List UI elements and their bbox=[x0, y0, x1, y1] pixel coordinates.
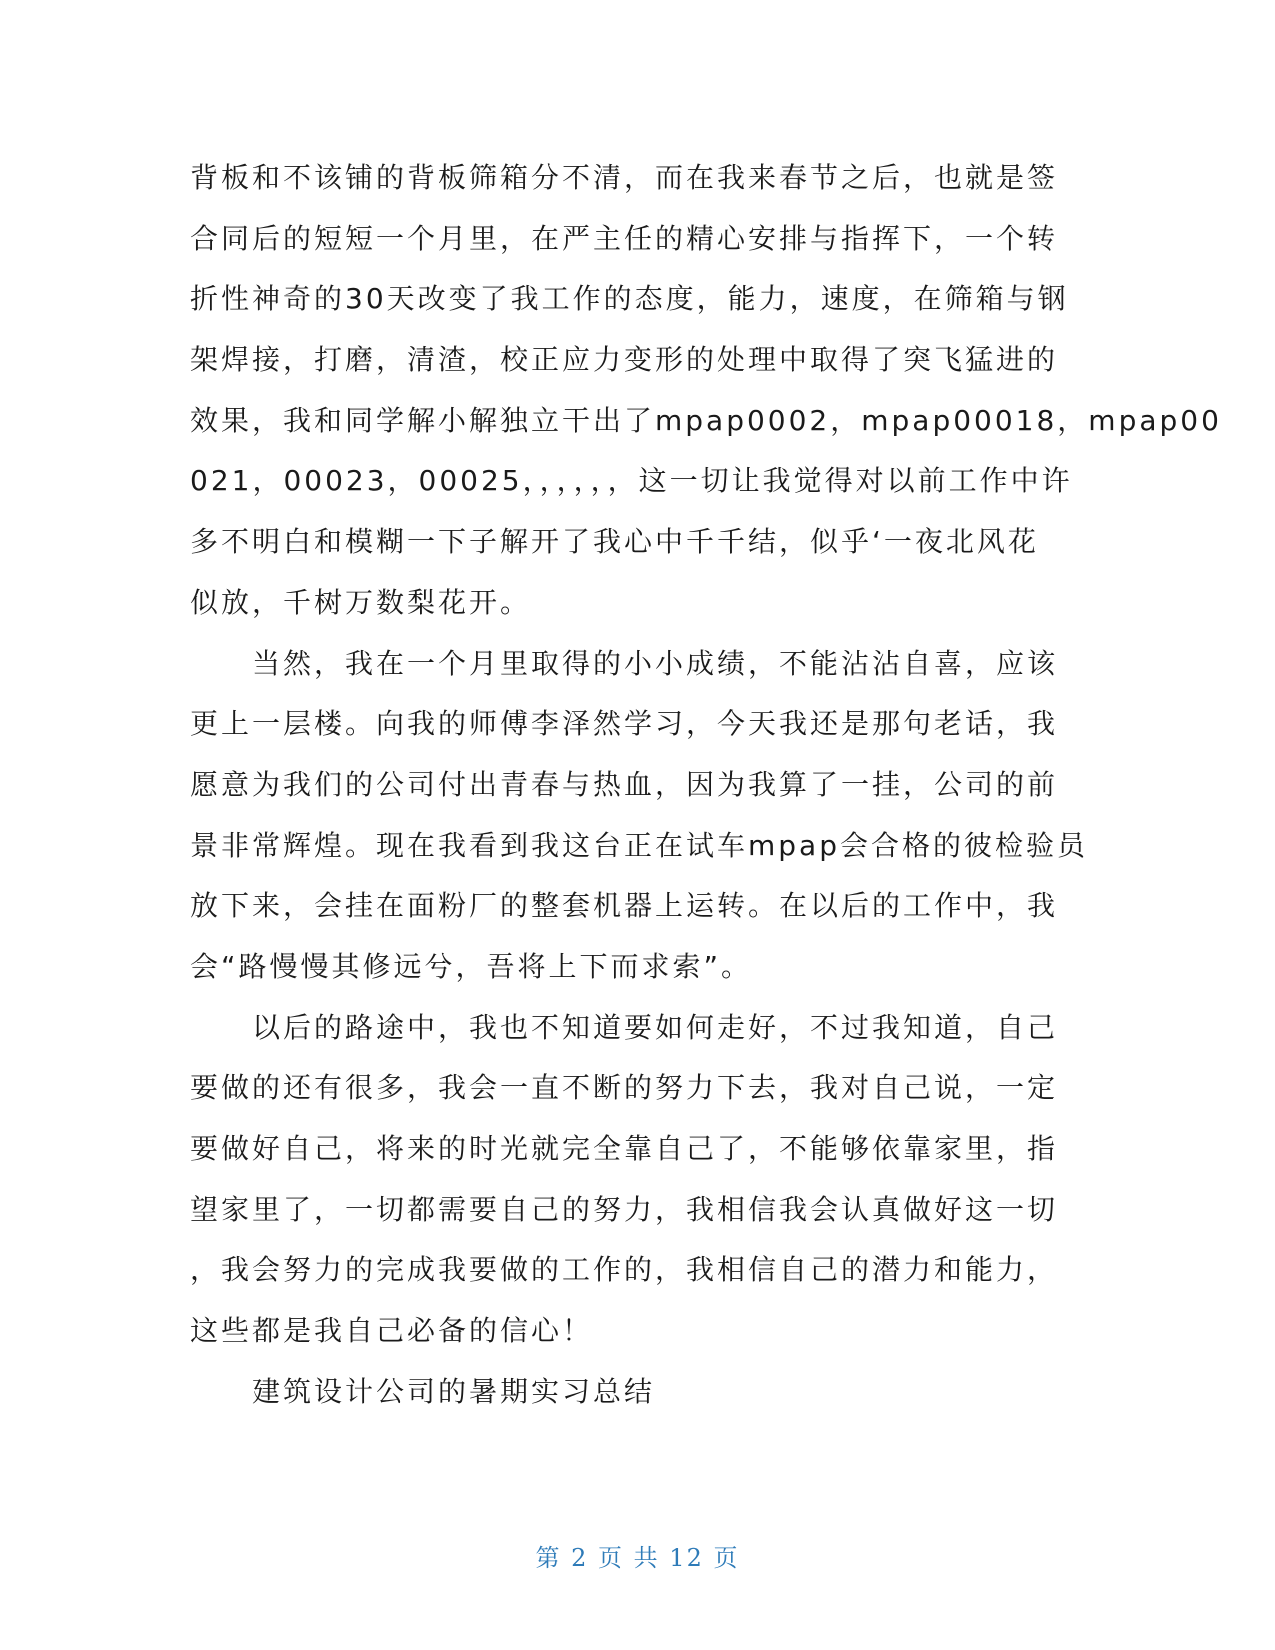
page-number-footer: 第 2 页 共 12 页 bbox=[535, 1544, 740, 1572]
text-line: 合同后的短短一个月里，在严主任的精心安排与指挥下，一个转 bbox=[190, 221, 1059, 255]
text-line: 会“路慢慢其修远兮，吾将上下而求索”。 bbox=[190, 949, 753, 983]
text-line: 似放，千树万数梨花开。 bbox=[190, 585, 532, 619]
document-body bbox=[190, 148, 1222, 1422]
text-line: 景非常辉煌。现在我看到我这台正在试车mpap会合格的彼检验员 bbox=[190, 828, 1088, 862]
text-line: 当然，我在一个月里取得的小小成绩，不能沾沾自喜，应该 bbox=[190, 646, 1059, 680]
text-line: 架焊接，打磨，清渣，校正应力变形的处理中取得了突飞猛进的 bbox=[190, 343, 1059, 377]
text-line: 多不明白和模糊一下子解开了我心中千千结，似乎‘一夜北风花 bbox=[190, 525, 1039, 559]
text-line: 021，00023，00025，，，，，，这一切让我觉得对以前工作中许 bbox=[190, 464, 1073, 498]
text-line: 要做好自己，将来的时光就完全靠自己了，不能够依靠家里，指 bbox=[190, 1132, 1059, 1165]
text-line: 背板和不该铺的背板筛箱分不清，而在我来春节之后，也就是签 bbox=[190, 161, 1059, 194]
text-line: 折性神奇的30天改变了我工作的态度，能力，速度，在筛箱与钢 bbox=[190, 282, 1069, 316]
section-title: 建筑设计公司的暑期实习总结 bbox=[190, 1374, 656, 1408]
text-line: 愿意为我们的公司付出青春与热血，因为我算了一挂，公司的前 bbox=[190, 767, 1059, 801]
text-line: 以后的路途中，我也不知道要如何走好，不过我知道，自己 bbox=[190, 1010, 1059, 1044]
text-line: 更上一层楼。向我的师傅李泽然学习，今天我还是那句老话，我 bbox=[190, 707, 1059, 741]
text-line: 放下来，会挂在面粉厂的整套机器上运转。在以后的工作中，我 bbox=[190, 889, 1059, 923]
text-line: 要做的还有很多，我会一直不断的努力下去，我对自己说，一定 bbox=[190, 1071, 1059, 1105]
text-line: 望家里了，一切都需要自己的努力，我相信我会认真做好这一切 bbox=[190, 1192, 1059, 1226]
text-line: 效果，我和同学解小解独立干出了mpap0002，mpap00018，mpap00 bbox=[190, 403, 1222, 437]
text-line: ，我会努力的完成我要做的工作的，我相信自己的潜力和能力， bbox=[190, 1253, 1059, 1287]
text-line: 这些都是我自己必备的信心！ bbox=[190, 1314, 594, 1348]
